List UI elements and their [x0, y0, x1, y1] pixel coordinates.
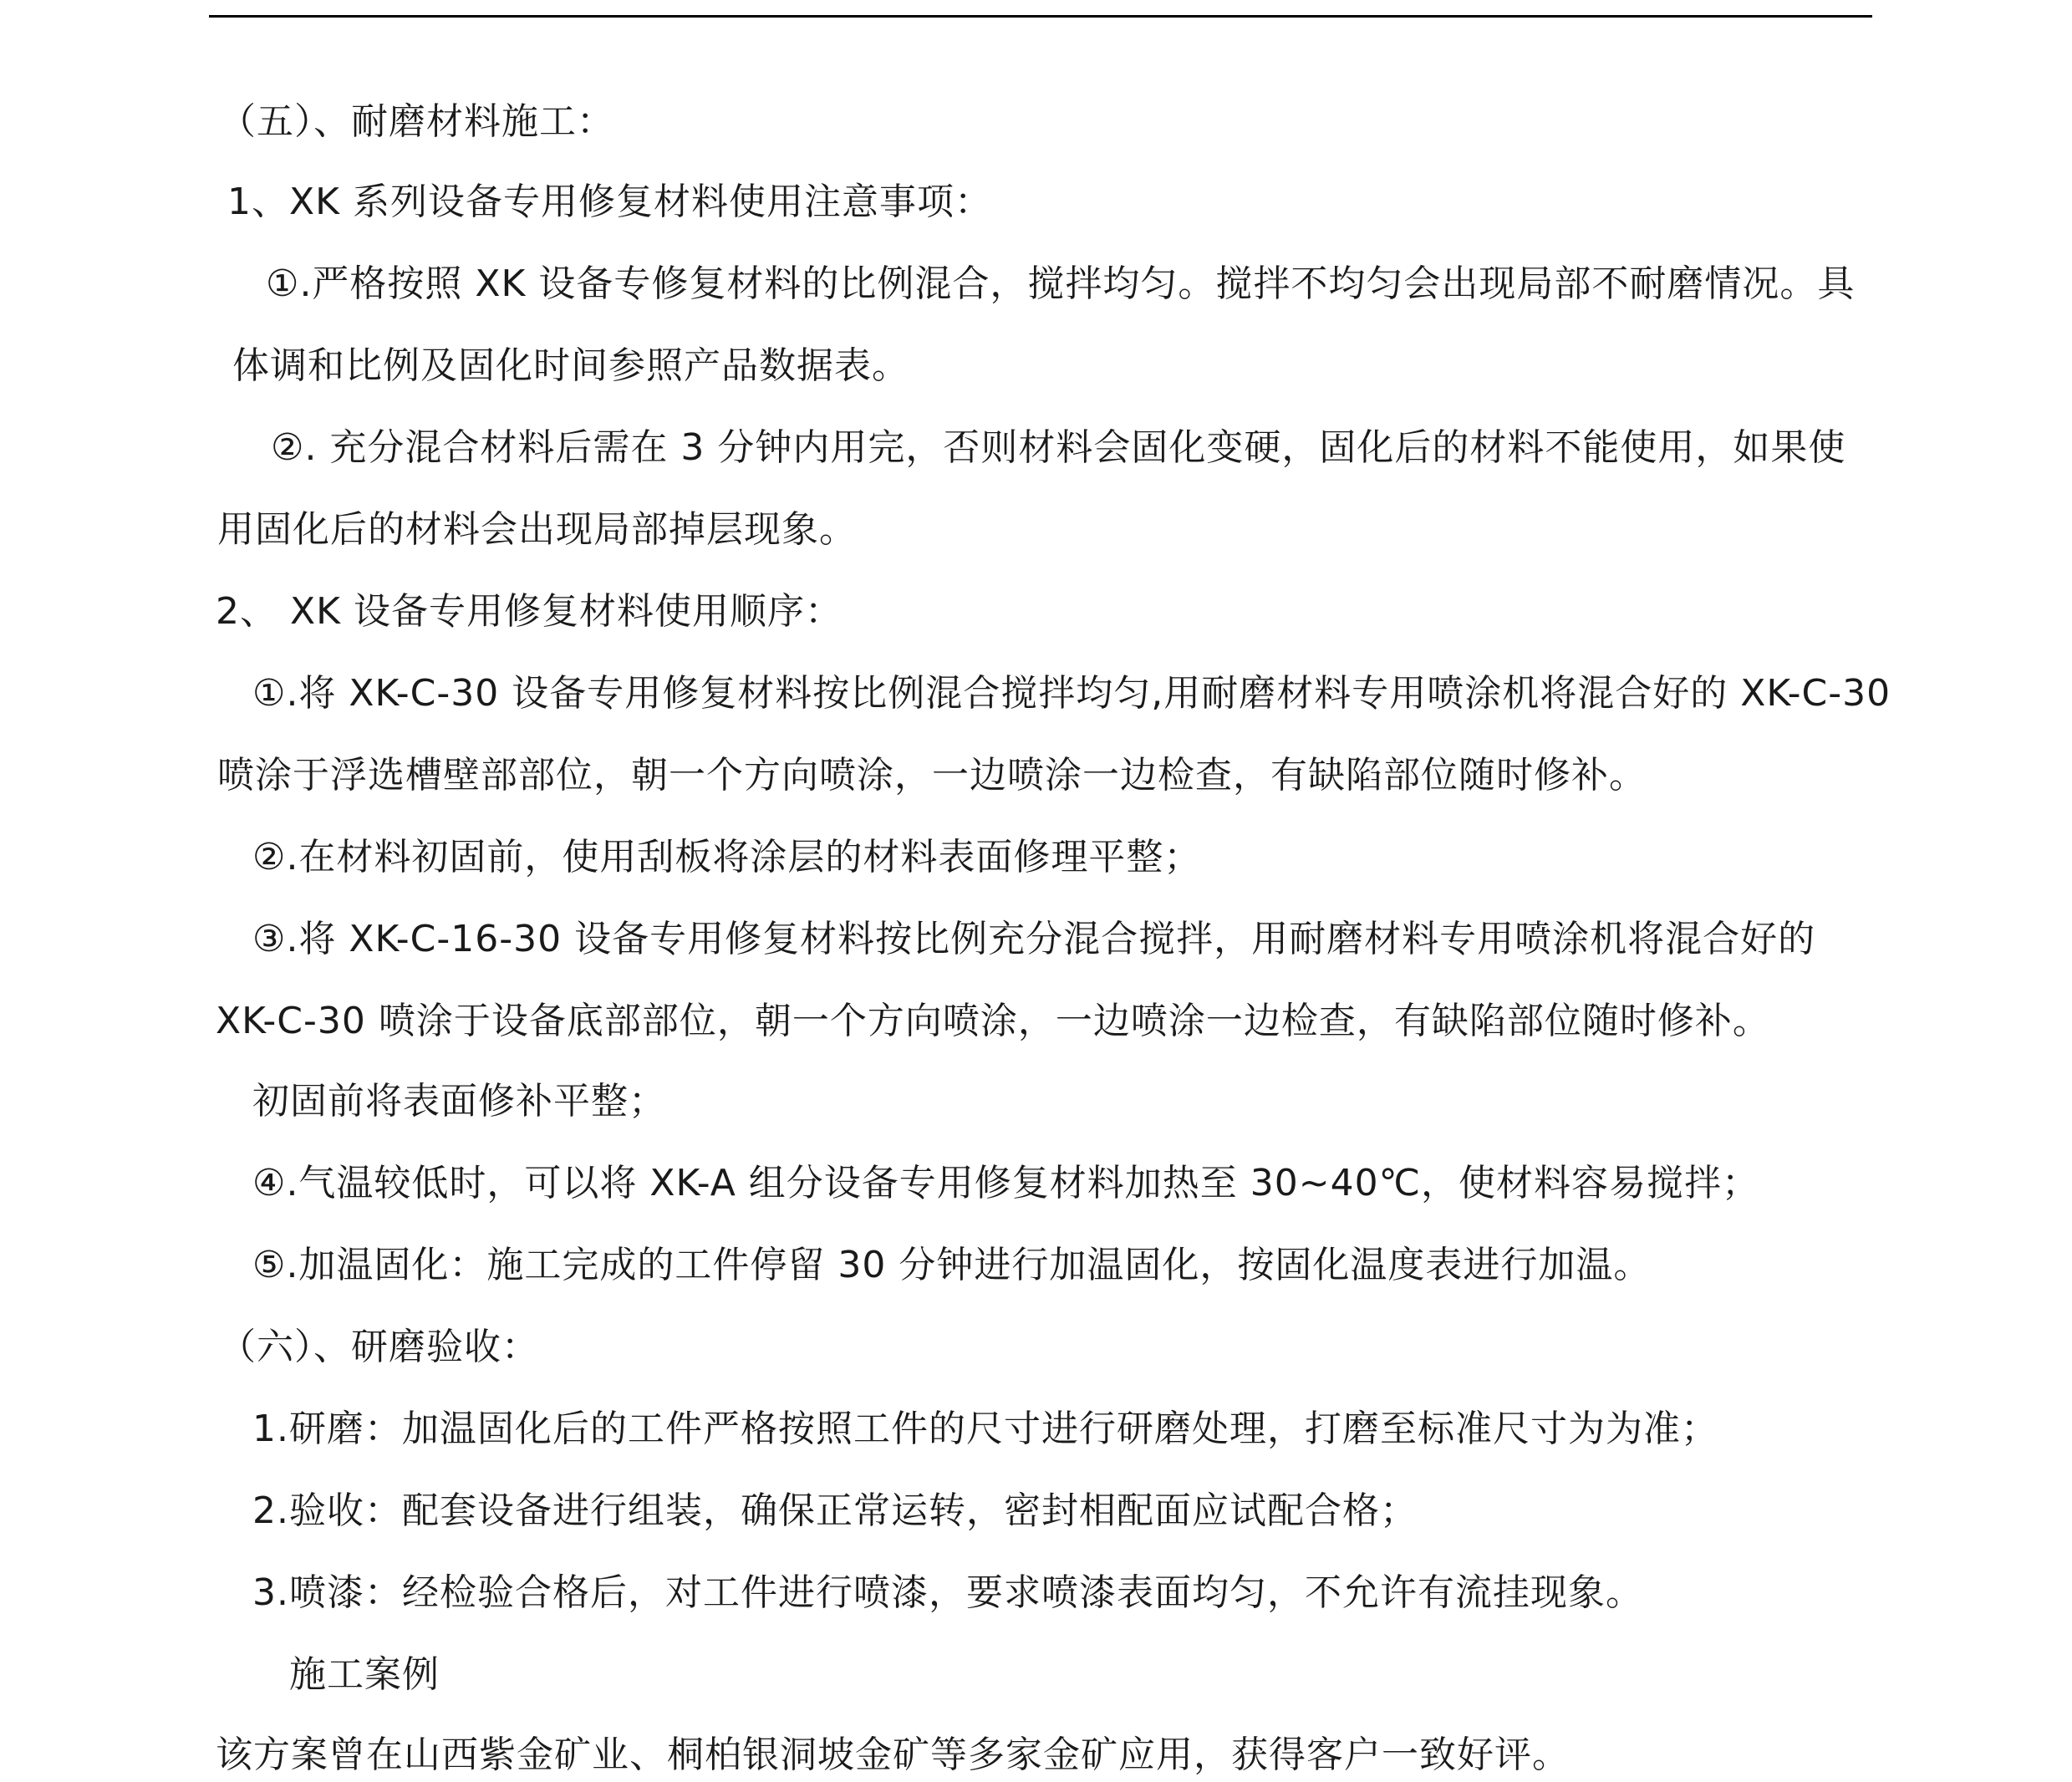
item2-heading: 2、 XK 设备专用修复材料使用顺序： — [216, 590, 843, 633]
accept2: 2.验收：配套设备进行组装，确保正常运转，密封相配面应试配合格； — [252, 1489, 1418, 1532]
note1-line1: ①.严格按照 XK 设备专修复材料的比例混合，搅拌均匀。搅拌不均匀会出现局部不耐磨情况。具 — [266, 262, 1856, 305]
step3-line3: 初固前将表面修补平整； — [252, 1080, 666, 1123]
case-text: 该方案曾在山西紫金矿业、桐柏银洞坡金矿等多家金矿应用，获得客户一致好评。 — [216, 1734, 1570, 1776]
step4: ④.气温较低时，可以将 XK-A 组分设备专用修复材料加热至 30~40℃，使材料容易搅拌； — [252, 1162, 1760, 1204]
step3-line2: XK-C-30 喷涂于设备底部部位，朝一个方向喷涂，一边喷涂一边检查，有缺陷部位随时修补。 — [216, 1000, 1770, 1042]
case-heading: 施工案例 — [289, 1653, 440, 1696]
item1-heading: 1、XK 系列设备专用修复材料使用注意事项： — [227, 181, 992, 223]
section6-heading: （六）、研磨验收： — [219, 1326, 539, 1368]
accept1: 1.研磨：加温固化后的工件严格按照工件的尺寸进行研磨处理，打磨至标准尺寸为为准； — [252, 1408, 1718, 1450]
note2-line1: ②. 充分混合材料后需在 3 分钟内用完，否则材料会固化变硬，固化后的材料不能使用，如果使 — [271, 426, 1846, 469]
step3-line1: ③.将 XK-C-16-30 设备专用修复材料按比例充分混合搅拌，用耐磨材料专用喷涂机将混合好的 — [252, 918, 1816, 960]
step1-line2: 喷涂于浮选槽壁部部位，朝一个方向喷涂，一边喷涂一边检查，有缺陷部位随时修补。 — [217, 754, 1647, 797]
section5-heading: （五）、耐磨材料施工： — [219, 100, 614, 143]
note1-line2: 体调和比例及固化时间参照产品数据表。 — [232, 344, 909, 387]
header-rule — [209, 15, 1872, 18]
step1-line1: ①.将 XK-C-30 设备专用修复材料按比例混合搅拌均匀,用耐磨材料专用喷涂机将混合好的 XK-C-30 — [252, 672, 1891, 715]
note2-line2: 用固化后的材料会出现局部掉层现象。 — [217, 508, 857, 551]
step2: ②.在材料初固前，使用刮板将涂层的材料表面修理平整； — [252, 836, 1202, 878]
step5: ⑤.加温固化：施工完成的工件停留 30 分钟进行加温固化，按固化温度表进行加温。 — [252, 1244, 1652, 1286]
accept3: 3.喷漆：经检验合格后，对工件进行喷漆，要求喷漆表面均匀，不允许有流挂现象。 — [252, 1571, 1643, 1614]
